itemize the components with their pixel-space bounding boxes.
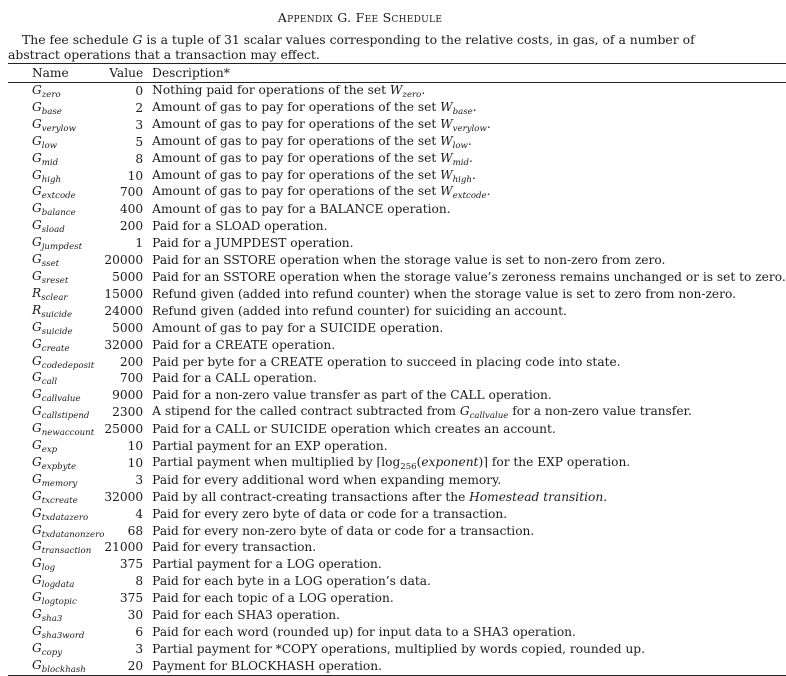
fee-description	[152, 184, 786, 201]
desc-text: Amount of gas to pay for operations of the set	[152, 133, 441, 148]
fee-subscript: low	[41, 140, 58, 151]
fee-subscript: copy	[41, 647, 63, 658]
desc-subscript: low	[452, 140, 468, 151]
fee-value: 25000	[104, 422, 144, 437]
fee-description	[152, 303, 786, 320]
fee-name	[8, 286, 104, 303]
fee-name	[8, 337, 104, 354]
fee-description	[152, 658, 786, 675]
desc-subscript: mid	[452, 157, 470, 168]
fee-subscript: callvalue	[41, 394, 81, 405]
fee-symbol: G	[32, 252, 42, 267]
desc-text: Paid for a CALL or SUICIDE operation which creates an account.	[152, 422, 556, 437]
table-row	[8, 218, 786, 235]
fee-symbol: G	[32, 201, 42, 216]
fee-name	[8, 404, 104, 421]
desc-text: (	[416, 454, 422, 469]
fee-subscript: memory	[41, 478, 78, 489]
fee-value: 9000	[112, 388, 144, 403]
fee-description	[152, 523, 786, 540]
fee-subscript: expbyte	[41, 461, 77, 472]
fee-symbol: G	[32, 133, 42, 148]
fee-symbol: G	[32, 471, 42, 486]
fee-value: 375	[119, 591, 144, 606]
fee-description	[152, 539, 786, 556]
fee-subscript: blockhash	[41, 664, 86, 675]
desc-text: .	[469, 150, 473, 165]
fee-name	[8, 641, 104, 658]
desc-text: Paid for every transaction.	[152, 540, 317, 555]
table-row	[8, 489, 786, 506]
fee-subscript: logtopic	[41, 597, 77, 608]
fee-name	[8, 387, 104, 404]
fee-name	[8, 354, 104, 371]
desc-text: Payment for BLOCKHASH operation.	[152, 658, 382, 673]
fee-subscript: suicide	[41, 309, 73, 320]
desc-text: Refund given (added into refund counter) for suiciding an account.	[152, 303, 567, 318]
fee-value: 2300	[112, 405, 144, 420]
desc-text: Paid per byte for a CREATE operation to succeed in placing code into state.	[152, 354, 621, 369]
fee-name	[8, 218, 104, 235]
desc-text: Paid for every zero byte of data or code for a transaction.	[152, 506, 508, 521]
fee-schedule-table	[8, 63, 786, 676]
fee-name	[8, 168, 104, 185]
fee-symbol: G	[32, 319, 42, 334]
fee-symbol: G	[32, 387, 42, 402]
desc-text: Paid for every non-zero byte of data or code for a transaction.	[152, 523, 535, 538]
desc-italic: W	[440, 133, 453, 148]
table-row	[8, 556, 786, 573]
fee-description	[152, 624, 786, 641]
fee-description	[152, 235, 786, 252]
fee-symbol: G	[32, 184, 42, 199]
fee-value: 8	[135, 151, 144, 166]
fee-description	[152, 506, 786, 523]
desc-text: for a non-zero value transfer.	[508, 404, 692, 419]
fee-value: 5	[135, 134, 144, 149]
table-row	[8, 455, 786, 472]
intro-paragraph	[8, 32, 708, 62]
table-row	[8, 404, 786, 421]
desc-text: .	[421, 83, 426, 97]
fee-subscript: sclear	[41, 292, 68, 303]
fee-symbol: G	[32, 235, 42, 250]
fee-symbol: G	[32, 353, 42, 368]
fee-symbol: G	[32, 454, 42, 469]
desc-text: .	[467, 133, 472, 148]
desc-italic: W	[440, 167, 453, 182]
fee-name	[8, 523, 104, 540]
fee-symbol: G	[32, 218, 42, 233]
desc-text: Paid for each byte in a LOG operation’s data.	[152, 574, 431, 589]
fee-description	[152, 269, 786, 286]
desc-subscript: extcode	[452, 191, 487, 202]
fee-subscript: txdatanonzero	[41, 529, 105, 540]
fee-name	[8, 269, 104, 286]
fee-description	[152, 590, 786, 607]
table-row	[8, 506, 786, 523]
fee-symbol: G	[32, 488, 42, 503]
fee-description	[152, 472, 786, 489]
desc-text: )⌉ for the EXP operation.	[478, 454, 631, 469]
fee-symbol: G	[32, 421, 42, 436]
table-row	[8, 235, 786, 252]
desc-italic: exponent	[421, 454, 479, 469]
fee-value: 375	[119, 557, 144, 572]
fee-description	[152, 83, 786, 100]
fee-value: 21000	[104, 540, 144, 555]
fee-subscript: sha3	[41, 614, 63, 625]
fee-value: 20	[127, 658, 144, 673]
table-row	[8, 151, 786, 168]
desc-text: Amount of gas to pay for operations of the set	[152, 116, 441, 131]
fee-value: 10	[127, 455, 144, 470]
table-row	[8, 354, 786, 371]
fee-subscript: callstipend	[41, 411, 90, 422]
fee-subscript: logdata	[41, 580, 75, 591]
table-row	[8, 117, 786, 134]
fee-description	[152, 404, 786, 421]
fee-subscript: call	[41, 377, 58, 388]
desc-text: Amount of gas to pay for a BALANCE operation.	[152, 202, 451, 217]
fee-name	[8, 151, 104, 168]
fee-description	[152, 556, 786, 573]
fee-value: 4	[135, 506, 144, 521]
fee-symbol: G	[32, 657, 42, 672]
fee-value: 24000	[104, 303, 144, 318]
table-row	[8, 438, 786, 455]
fee-description	[152, 641, 786, 658]
fee-name	[8, 134, 104, 151]
intro-text-pre: The fee schedule	[22, 32, 133, 47]
fee-symbol: G	[32, 99, 42, 114]
table-row	[8, 472, 786, 489]
fee-symbol: G	[32, 522, 42, 537]
table-header-row	[8, 64, 786, 83]
fee-name	[8, 489, 104, 506]
table-row	[8, 83, 786, 100]
fee-subscript: txcreate	[41, 495, 78, 506]
fee-name	[8, 455, 104, 472]
desc-subscript: callvalue	[469, 411, 509, 422]
fee-description	[152, 201, 786, 218]
fee-name	[8, 539, 104, 556]
desc-text: Amount of gas to pay for operations of the set	[152, 99, 441, 114]
table-row	[8, 590, 786, 607]
table-row	[8, 168, 786, 185]
header-value: Value	[109, 66, 144, 80]
fee-symbol: R	[32, 285, 42, 300]
fee-subscript: sset	[41, 259, 60, 270]
fee-description	[152, 117, 786, 134]
fee-subscript: base	[41, 106, 62, 117]
fee-subscript: verylow	[41, 123, 76, 134]
fee-description	[152, 286, 786, 303]
fee-value: 32000	[104, 337, 144, 352]
fee-subscript: txdatazero	[41, 512, 89, 523]
fee-value: 700	[119, 185, 144, 200]
table-row	[8, 286, 786, 303]
desc-text: Refund given (added into refund counter) when the storage value is set to zero from non-zero.	[152, 286, 736, 301]
fee-symbol: G	[32, 336, 42, 351]
fee-description	[152, 489, 786, 506]
desc-text: Paid for every additional word when expanding memory.	[152, 472, 502, 487]
fee-subscript: codedeposit	[41, 360, 95, 371]
fee-name	[8, 252, 104, 269]
fee-subscript: extcode	[41, 191, 76, 202]
fee-value: 1	[135, 236, 144, 251]
fee-description	[152, 218, 786, 235]
fee-name	[8, 506, 104, 523]
fee-description	[152, 134, 786, 151]
desc-italic: Homestead transition	[469, 489, 604, 504]
desc-italic: G	[459, 404, 470, 419]
desc-text: Paid for a SLOAD operation.	[152, 219, 328, 234]
desc-text: Partial payment for a LOG operation.	[152, 557, 382, 572]
fee-subscript: jumpdest	[41, 242, 83, 253]
desc-text: .	[603, 489, 608, 504]
desc-italic: W	[440, 150, 453, 165]
desc-subscript: zero	[402, 90, 422, 100]
fee-subscript: high	[41, 174, 62, 185]
fee-symbol: G	[32, 556, 42, 571]
fee-description	[152, 607, 786, 624]
fee-symbol: G	[32, 539, 42, 554]
fee-subscript: mid	[41, 157, 59, 168]
fee-description	[152, 252, 786, 269]
fee-name	[8, 556, 104, 573]
desc-italic: W	[440, 99, 453, 114]
desc-text: Amount of gas to pay for a SUICIDE operation.	[152, 320, 444, 335]
table-row	[8, 201, 786, 218]
desc-text: Paid for a non-zero value transfer as part of the CALL operation.	[152, 388, 552, 403]
fee-description	[152, 370, 786, 387]
fee-symbol: G	[32, 505, 42, 520]
fee-value: 3	[135, 117, 144, 132]
fee-name	[8, 438, 104, 455]
fee-value: 30	[127, 608, 144, 623]
fee-name	[8, 83, 104, 100]
fee-value: 8	[135, 574, 144, 589]
desc-text: A stipend for the called contract subtracted from	[152, 404, 460, 419]
fee-value: 0	[135, 84, 144, 98]
desc-text: Paid for each topic of a LOG operation.	[152, 591, 394, 606]
intro-text-post: is a tuple of 31 scalar values corresponding to the relative costs, in gas, of a number of abstract operations that a transaction may effect.	[8, 32, 695, 62]
desc-text: .	[486, 116, 491, 131]
fee-symbol: G	[32, 268, 42, 283]
desc-text: Paid for each word (rounded up) for input data to a SHA3 operation.	[152, 625, 576, 639]
fee-value: 10	[127, 168, 144, 183]
fee-name	[8, 184, 104, 201]
table-row	[8, 100, 786, 117]
fee-name	[8, 303, 104, 320]
table-row	[8, 303, 786, 320]
fee-description	[152, 455, 786, 472]
desc-text: Paid for a CREATE operation.	[152, 337, 336, 352]
fee-name	[8, 320, 104, 337]
table-row	[8, 624, 786, 641]
fee-name	[8, 100, 104, 117]
fee-symbol: G	[32, 607, 42, 622]
table-row	[8, 370, 786, 387]
desc-subscript: base	[452, 106, 473, 117]
desc-text: Paid for a CALL operation.	[152, 371, 317, 386]
desc-text: .	[486, 184, 491, 199]
desc-text: Paid for an SSTORE operation when the storage value is set to non-zero from zero.	[152, 253, 666, 268]
fee-subscript: create	[41, 343, 70, 354]
fee-description	[152, 438, 786, 455]
desc-italic: W	[440, 116, 453, 131]
fee-symbol: G	[32, 624, 42, 638]
desc-text: Partial payment for an EXP operation.	[152, 439, 388, 454]
fee-value: 5000	[112, 320, 144, 335]
desc-text: Amount of gas to pay for operations of the set	[152, 167, 441, 182]
fee-value: 15000	[104, 286, 144, 301]
appendix-heading: Appendix G. Fee Schedule	[277, 10, 443, 25]
fee-value: 6	[135, 625, 144, 639]
fee-symbol: G	[32, 438, 42, 453]
desc-italic: W	[440, 184, 453, 199]
fee-subscript: suicide	[41, 326, 73, 337]
fee-description	[152, 320, 786, 337]
table-row	[8, 539, 786, 556]
fee-value: 400	[119, 202, 144, 217]
table-row	[8, 641, 786, 658]
fee-value: 200	[119, 219, 144, 234]
table-row	[8, 337, 786, 354]
fee-symbol: G	[32, 167, 42, 182]
table-body	[8, 83, 786, 676]
fee-description	[152, 337, 786, 354]
fee-value: 3	[135, 472, 144, 487]
desc-text: Partial payment for *COPY operations, multiplied by words copied, rounded up.	[152, 641, 645, 656]
desc-subscript: 256	[400, 461, 417, 472]
table-row	[8, 523, 786, 540]
fee-subscript: exp	[41, 445, 58, 456]
fee-value: 3	[135, 641, 144, 656]
desc-text: Amount of gas to pay for operations of the set	[152, 150, 441, 165]
table-row	[8, 573, 786, 590]
fee-value: 10	[127, 439, 144, 454]
fee-symbol: G	[32, 404, 42, 419]
fee-description	[152, 354, 786, 371]
fee-description	[152, 573, 786, 590]
header-name: Name	[32, 66, 69, 80]
fee-description	[152, 168, 786, 185]
fee-name	[8, 421, 104, 438]
fee-symbol: G	[32, 590, 42, 605]
fee-name	[8, 607, 104, 624]
desc-text: Amount of gas to pay for operations of the set	[152, 184, 441, 199]
desc-subscript: high	[452, 174, 472, 185]
fee-name	[8, 658, 104, 675]
fee-description	[152, 387, 786, 404]
desc-text: Partial payment when multiplied by ⌈log	[152, 454, 401, 469]
fee-value: 700	[119, 371, 144, 386]
table-row	[8, 607, 786, 624]
fee-name	[8, 370, 104, 387]
desc-subscript: verylow	[452, 123, 487, 134]
desc-text: Paid for each SHA3 operation.	[152, 608, 340, 623]
fee-description	[152, 151, 786, 168]
fee-subscript: zero	[41, 90, 61, 100]
desc-text: .	[472, 99, 477, 114]
fee-description	[152, 421, 786, 438]
table-row	[8, 320, 786, 337]
table-row	[8, 658, 786, 675]
intro-symbol: G	[132, 32, 143, 47]
fee-subscript: log	[41, 563, 56, 574]
fee-symbol: G	[32, 150, 42, 165]
fee-name	[8, 590, 104, 607]
table-row	[8, 421, 786, 438]
fee-name	[8, 201, 104, 218]
fee-description	[152, 100, 786, 117]
fee-value: 5000	[112, 269, 144, 284]
fee-name	[8, 624, 104, 641]
fee-subscript: sreset	[41, 275, 69, 286]
fee-name	[8, 117, 104, 134]
table-row	[8, 387, 786, 404]
desc-text: Paid for an SSTORE operation when the storage value’s zeroness remains unchanged or is set to zero.	[152, 269, 786, 284]
fee-symbol: R	[32, 302, 42, 317]
table-row	[8, 184, 786, 201]
fee-symbol: G	[32, 370, 42, 385]
header-description: Description*	[152, 66, 230, 80]
fee-name	[8, 472, 104, 489]
desc-text: Paid by all contract-creating transactions after the	[152, 489, 470, 504]
table-row	[8, 134, 786, 151]
fee-symbol: G	[32, 640, 42, 655]
fee-subscript: transaction	[41, 546, 92, 557]
fee-symbol: G	[32, 116, 42, 131]
fee-value: 20000	[104, 253, 144, 268]
fee-symbol: G	[32, 83, 42, 97]
desc-text: .	[471, 167, 476, 182]
fee-symbol: G	[32, 573, 42, 588]
desc-text: Nothing paid for operations of the set	[152, 83, 390, 97]
fee-value: 32000	[104, 489, 144, 504]
fee-value: 200	[119, 354, 144, 369]
fee-value: 68	[127, 523, 144, 538]
fee-subscript: sload	[41, 225, 65, 236]
fee-name	[8, 235, 104, 252]
table-row	[8, 252, 786, 269]
fee-subscript: newaccount	[41, 428, 95, 439]
table-row	[8, 269, 786, 286]
fee-subscript: sha3word	[41, 631, 85, 641]
desc-italic: W	[389, 83, 403, 97]
fee-name	[8, 573, 104, 590]
fee-value: 2	[135, 100, 144, 115]
desc-text: Paid for a JUMPDEST operation.	[152, 236, 354, 251]
fee-subscript: balance	[41, 208, 76, 219]
